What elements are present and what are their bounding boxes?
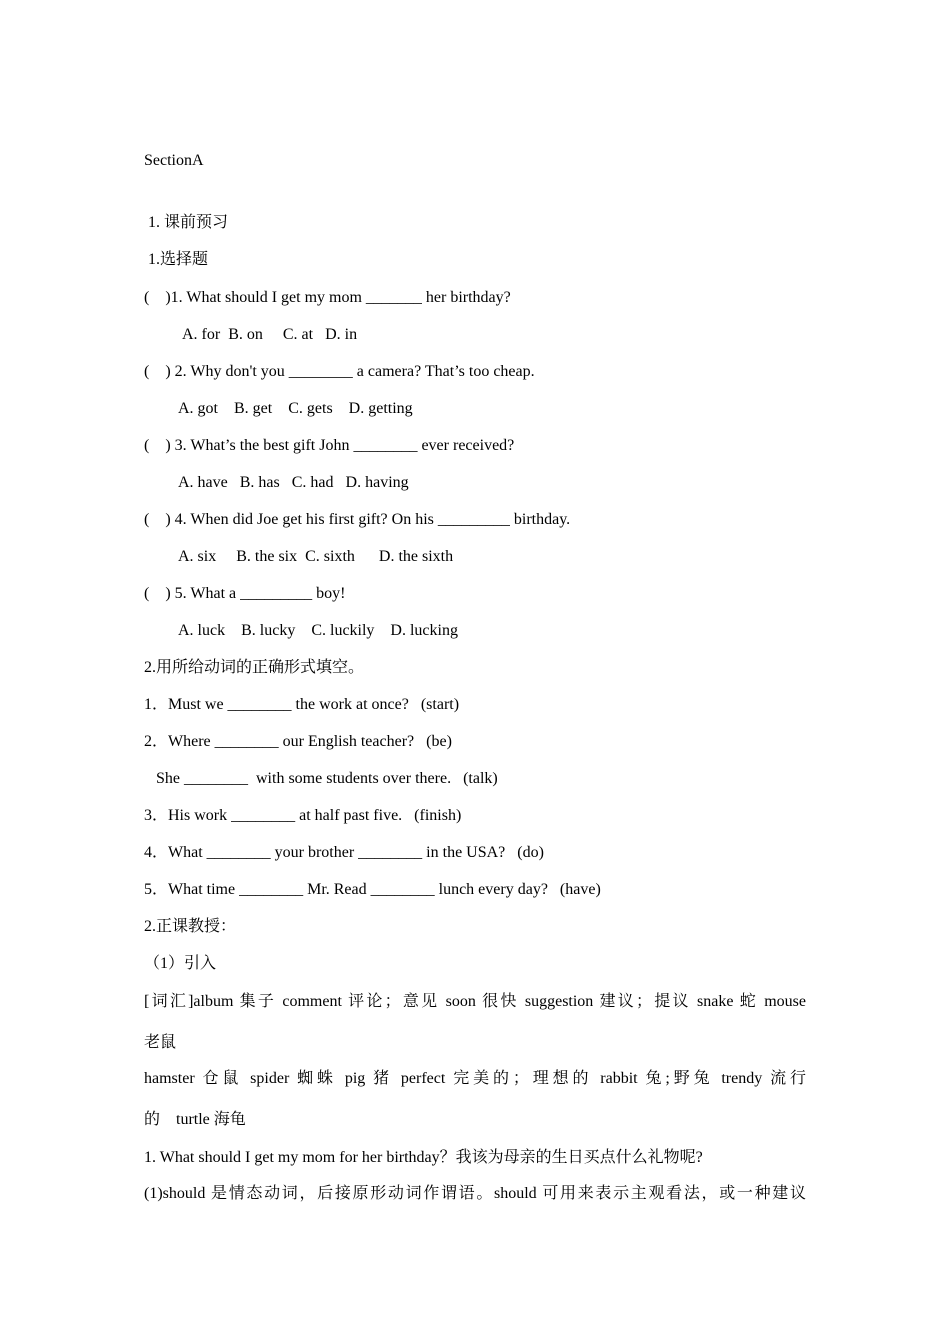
fill-item-5: 5．What time ________ Mr. Read ________ lunch every day? (have)	[144, 881, 601, 898]
example-sentence: 1. What should I get my mom for her birthday？我该为母亲的生日买点什么礼物呢?	[144, 1149, 703, 1166]
question-2-options: A. got B. get C. gets D. getting	[178, 400, 413, 417]
question-4-stem: ( ) 4. When did Joe get his first gift? On his _________ birthday.	[144, 511, 571, 528]
explanation-text: (1)should 是情态动词，后接原形动词作谓语。should 可用来表示主观看法，或一种建议	[144, 1185, 806, 1202]
fill-item-2b: She ________ with some students over there. (talk)	[144, 770, 498, 787]
vocab-paragraph-1-end: 老鼠	[144, 1034, 177, 1051]
fill-item-4: 4．What ________ your brother ________ in the USA? (do)	[144, 844, 544, 861]
heading-lesson: 2.正课教授：	[144, 918, 237, 935]
vocab-paragraph-2-end: 的 turtle 海龟	[144, 1111, 246, 1128]
question-4-options: A. six B. the six C. sixth D. the sixth	[178, 548, 454, 565]
question-1-stem: ( )1. What should I get my mom _______ her birthday?	[144, 289, 511, 306]
heading-multiple-choice: 1.选择题	[144, 251, 209, 268]
section-title: SectionA	[144, 152, 204, 169]
heading-fill-in: 2.用所给动词的正确形式填空。	[144, 659, 365, 676]
fill-item-1: 1．Must we ________ the work at once? (start)	[144, 696, 460, 713]
question-5-stem: ( ) 5. What a _________ boy!	[144, 585, 346, 602]
heading-introduction: （1）引入	[144, 955, 217, 972]
vocab-paragraph-2: hamster 仓鼠 spider 蜘蛛 pig 猪 perfect 完美的；理想的 rabbit 兔;野兔 trendy 流行	[144, 1070, 806, 1087]
question-3-options: A. have B. has C. had D. having	[178, 474, 409, 491]
question-2-stem: ( ) 2. Why don't you ________ a camera? That’s too cheap.	[144, 363, 535, 380]
question-5-options: A. luck B. lucky C. luckily D. lucking	[178, 622, 458, 639]
heading-preview: 1. 课前预习	[144, 214, 229, 231]
question-1-options: A. for B. on C. at D. in	[182, 326, 358, 343]
question-3-stem: ( ) 3. What’s the best gift John ________ ever received?	[144, 437, 515, 454]
fill-item-3: 3．His work ________ at half past five. (finish)	[144, 807, 462, 824]
vocab-paragraph-1: [词汇]album 集子 comment 评论；意见 soon 很快 suggestion 建议；提议 snake 蛇 mouse	[144, 993, 806, 1010]
fill-item-2: 2．Where ________ our English teacher? (be)	[144, 733, 452, 750]
